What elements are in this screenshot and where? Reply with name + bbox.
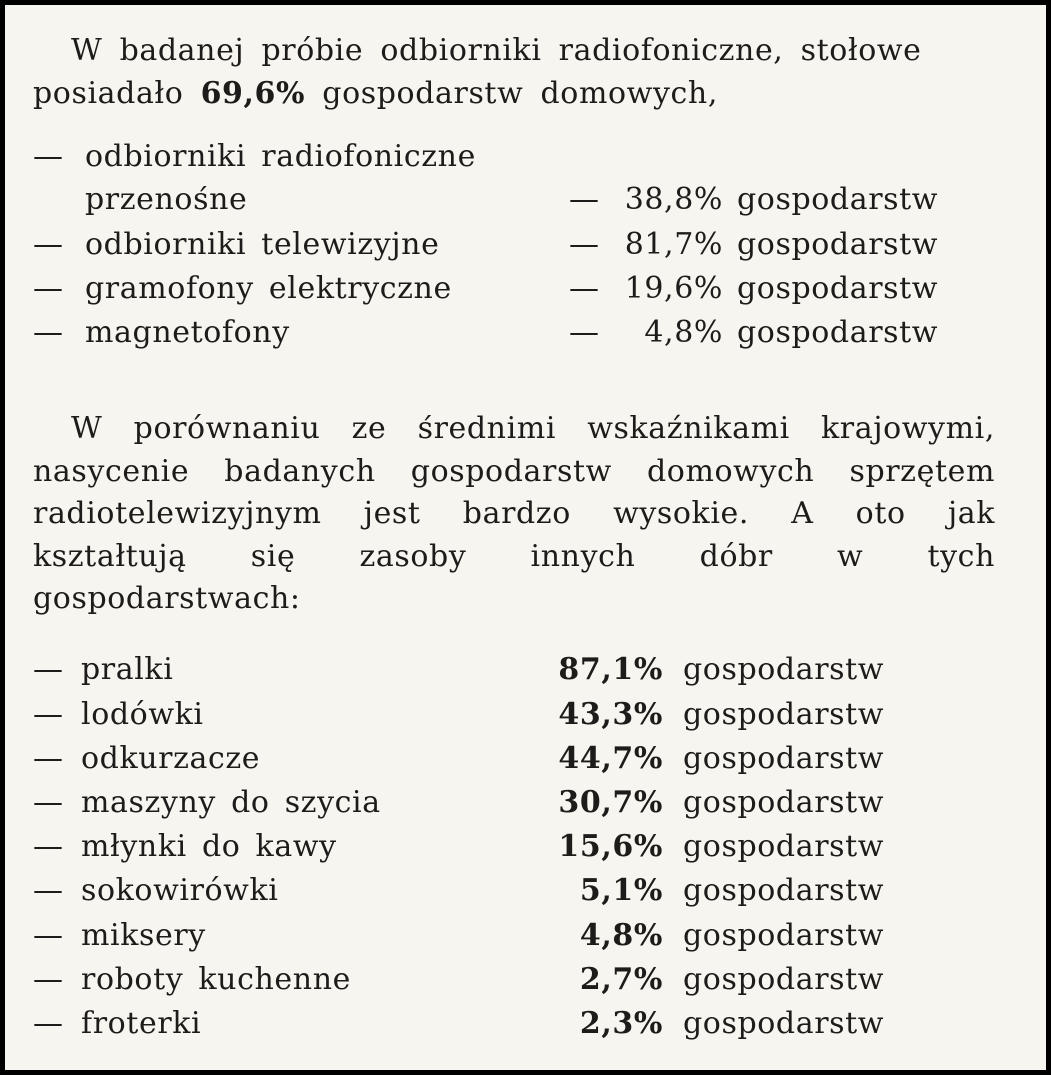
item-value: 81,7% [624,227,723,262]
list1-item [33,311,1033,355]
separator-dash: — [569,227,600,262]
list-dash: — [33,139,64,174]
item-value: 19,6% [624,271,723,306]
list1-item [33,135,1033,179]
list-dash: — [33,873,64,908]
item-value: 2,7% [579,962,663,997]
list2-item [33,648,1033,692]
item-label: gramofony elektryczne [85,271,452,306]
list1-item [33,267,1033,311]
list-dash: — [33,962,64,997]
item-unit: gospodarstw [683,962,885,997]
item-label: młynki do kawy [81,829,337,864]
item-unit: gospodarstw [683,652,885,687]
item-value: 4,8% [644,315,723,350]
item-unit: gospodarstw [683,741,885,776]
list2-item [33,693,1033,737]
item-label: roboty kuchenne [81,962,351,997]
item-label: przenośne [85,182,248,217]
list2-item [33,1002,1033,1046]
intro-line-2-pre: posiadało [33,75,184,111]
list2-item [33,825,1033,869]
item-value: 38,8% [624,182,723,217]
list2-item [33,781,1033,825]
list-dash: — [33,697,64,732]
item-label: froterki [81,1006,202,1041]
item-label: miksery [81,918,206,953]
item-label: pralki [81,652,174,687]
list-dash: — [33,271,64,306]
item-unit: gospodarstw [683,697,885,732]
item-label: maszyny do szycia [81,785,381,820]
separator-dash: — [569,182,600,217]
intro-line-2-post: gospodarstw domowych, [322,75,718,111]
list-dash: — [33,652,64,687]
separator-dash: — [569,315,600,350]
item-label: magnetofony [85,315,290,350]
list-dash: — [33,315,64,350]
item-unit: gospodarstw [683,1006,885,1041]
list-dash: — [33,227,64,262]
comparison-text: W porównaniu ze średnimi wskaźnikami krajowymi, nasycenie badanych gospodarstw domowych sprzętem radiotelewizyjnym jest bardzo wysokie. A oto jak kształtują się zasoby innych dóbr w tych gospodarstwach: [33,411,995,616]
item-unit: gospodarstw [683,829,885,864]
list-dash: — [33,829,64,864]
list2-item [33,914,1033,958]
list2-item [33,958,1033,1002]
separator-dash: — [569,271,600,306]
item-value: 2,3% [579,1006,663,1041]
item-value: 4,8% [579,918,663,953]
list1-item [33,223,1033,267]
item-value: 15,6% [558,829,663,864]
item-unit: gospodarstw [737,182,939,217]
item-label: odkurzacze [81,741,261,776]
item-value: 5,1% [579,873,663,908]
item-unit: gospodarstw [683,785,885,820]
list2-item [33,737,1033,781]
intro-line-1: W badanej próbie odbiorniki radiofoniczne, stołowe [71,33,922,68]
item-value: 30,7% [558,785,663,820]
item-label: odbiorniki telewizyjne [85,227,440,262]
comparison-paragraph [33,408,995,621]
item-value: 87,1% [558,652,663,687]
item-unit: gospodarstw [737,315,939,350]
item-label: lodówki [81,697,204,732]
list-dash: — [33,918,64,953]
list1-item [33,178,1033,222]
list-dash: — [33,1006,64,1041]
list2-item [33,869,1033,913]
intro-percentage: 69,6% [200,75,306,111]
item-label: sokowirówki [81,873,279,908]
list-dash: — [33,785,64,820]
item-unit: gospodarstw [683,873,885,908]
item-unit: gospodarstw [737,271,939,306]
item-unit: gospodarstw [737,227,939,262]
intro-paragraph [33,30,995,115]
item-value: 44,7% [558,741,663,776]
list-dash: — [33,741,64,776]
item-value: 43,3% [558,697,663,732]
item-label: odbiorniki radiofoniczne [85,139,476,174]
item-unit: gospodarstw [683,918,885,953]
